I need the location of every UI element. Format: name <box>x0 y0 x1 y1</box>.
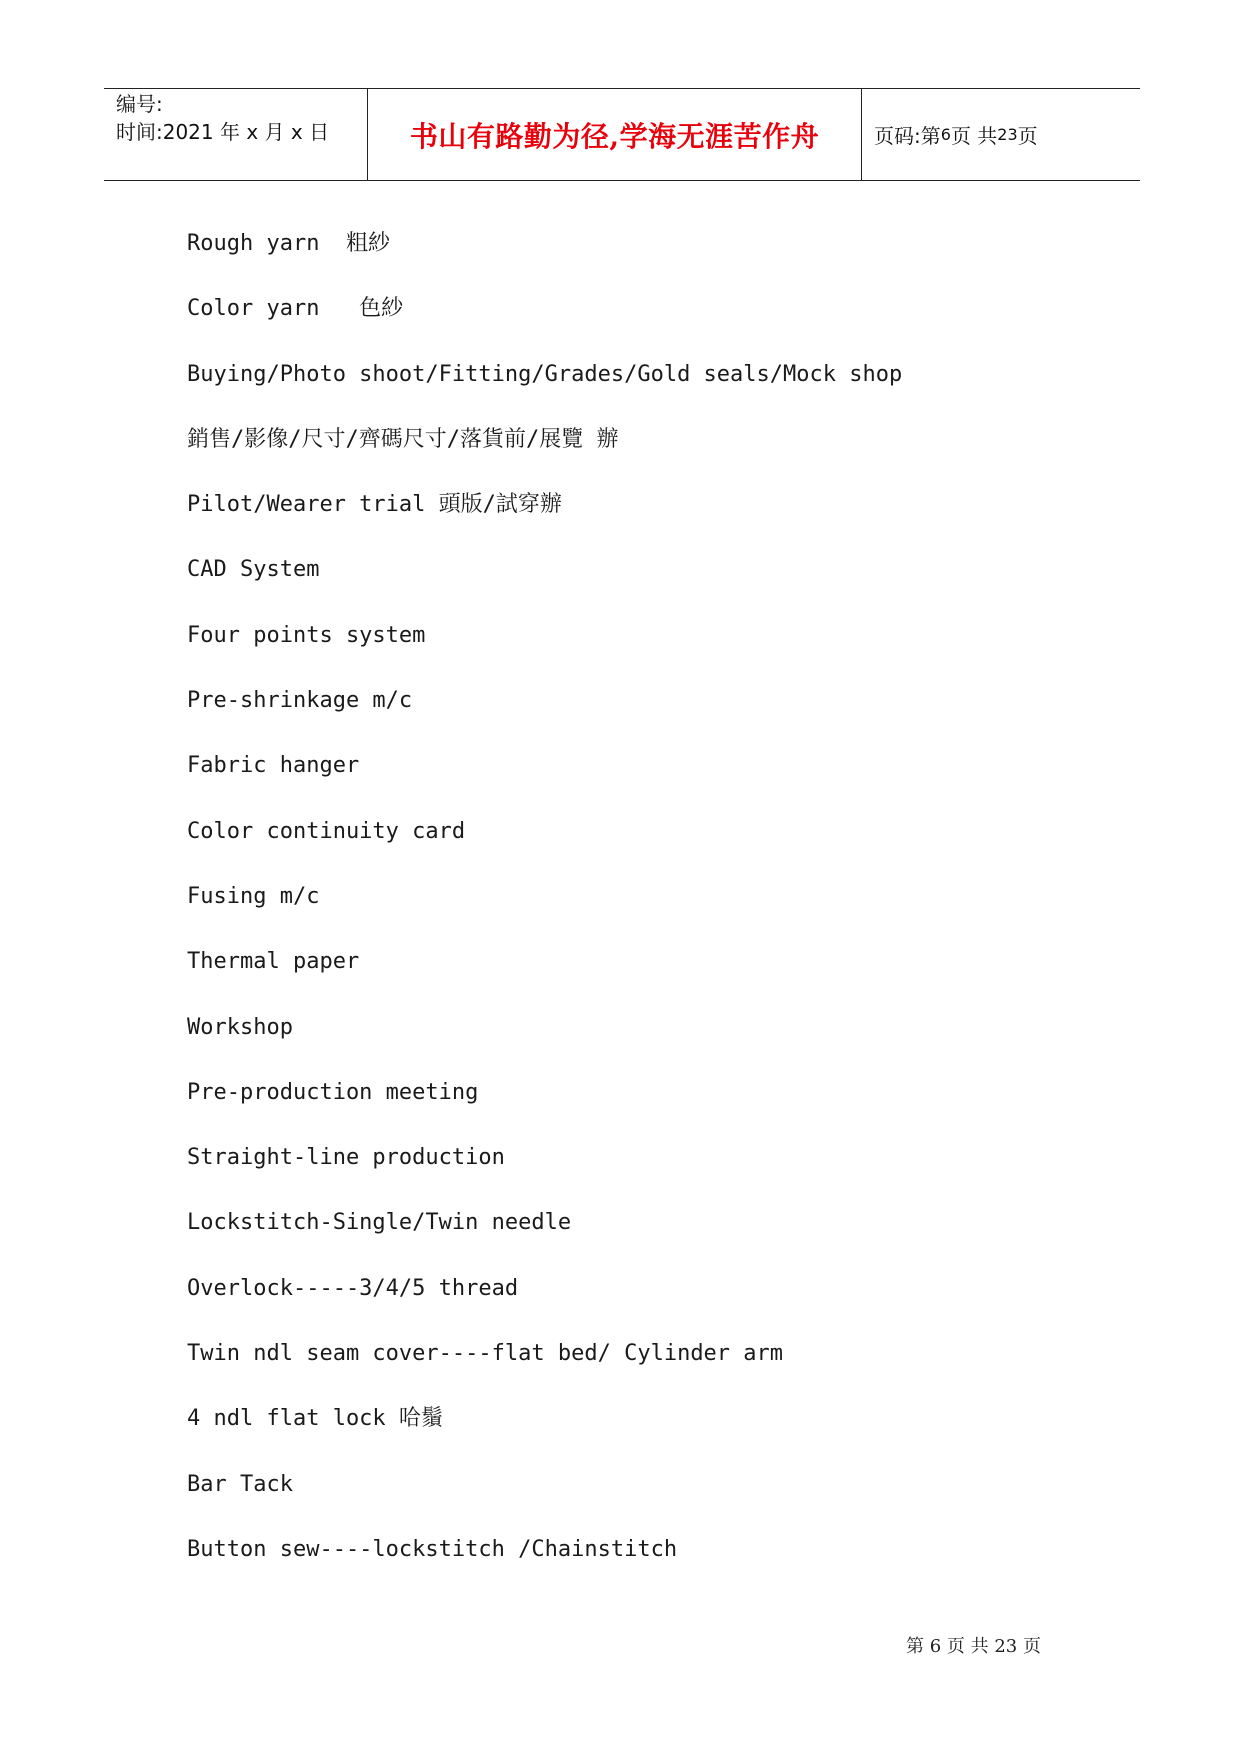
page-prefix: 页码:第 <box>874 124 941 148</box>
glossary-line: Bar Tack <box>187 1471 293 1497</box>
glossary-line: Thermal paper <box>187 949 360 975</box>
page-number: 6 <box>940 125 951 144</box>
header-page-info <box>862 89 1140 180</box>
glossary-line: Overlock-----3/4/5 thread <box>187 1275 519 1301</box>
page-footer: 第 6 页 共 23 页 <box>906 1636 1041 1657</box>
glossary-line: Pre-production meeting <box>187 1079 479 1105</box>
glossary-list <box>187 224 902 1595</box>
glossary-line: Four points system <box>187 622 426 648</box>
glossary-line: Pilot/Wearer trial 頭版/試穿辦 <box>187 492 562 518</box>
glossary-line: Fabric hanger <box>187 753 360 779</box>
page-total: 23 <box>997 125 1018 144</box>
page-suffix: 页 <box>1017 124 1038 148</box>
number-label: 编号: <box>116 92 163 116</box>
glossary-line: Color continuity card <box>187 818 466 844</box>
page-header <box>104 88 1140 181</box>
glossary-line: Pre-shrinkage m/c <box>187 688 413 714</box>
header-meta-cell <box>104 89 368 180</box>
page-mid: 页 共 <box>950 124 998 148</box>
glossary-line: 4 ndl flat lock 哈鬚 <box>187 1406 443 1432</box>
time-label: 时间:2021 年 x 月 x 日 <box>116 120 330 144</box>
glossary-line: Twin ndl seam cover----flat bed/ Cylinder arm <box>187 1341 784 1367</box>
glossary-line: Button sew----lockstitch /Chainstitch <box>187 1536 678 1562</box>
glossary-line: Straight-line production <box>187 1145 505 1171</box>
glossary-line: Rough yarn 粗紗 <box>187 231 390 256</box>
glossary-line: CAD System <box>187 557 320 583</box>
glossary-line: Buying/Photo shoot/Fitting/Grades/Gold seals/Mock shop <box>187 361 903 387</box>
glossary-line: Lockstitch-Single/Twin needle <box>187 1210 572 1236</box>
glossary-line: 銷售/影像/尺寸/齊碼尺寸/落貨前/展覽 辦 <box>187 426 619 452</box>
header-motto: 书山有路勤为径,学海无涯苦作舟 <box>368 89 862 180</box>
glossary-line: Fusing m/c <box>187 883 320 909</box>
glossary-line: Color yarn 色紗 <box>187 296 404 322</box>
glossary-line: Workshop <box>187 1014 293 1040</box>
